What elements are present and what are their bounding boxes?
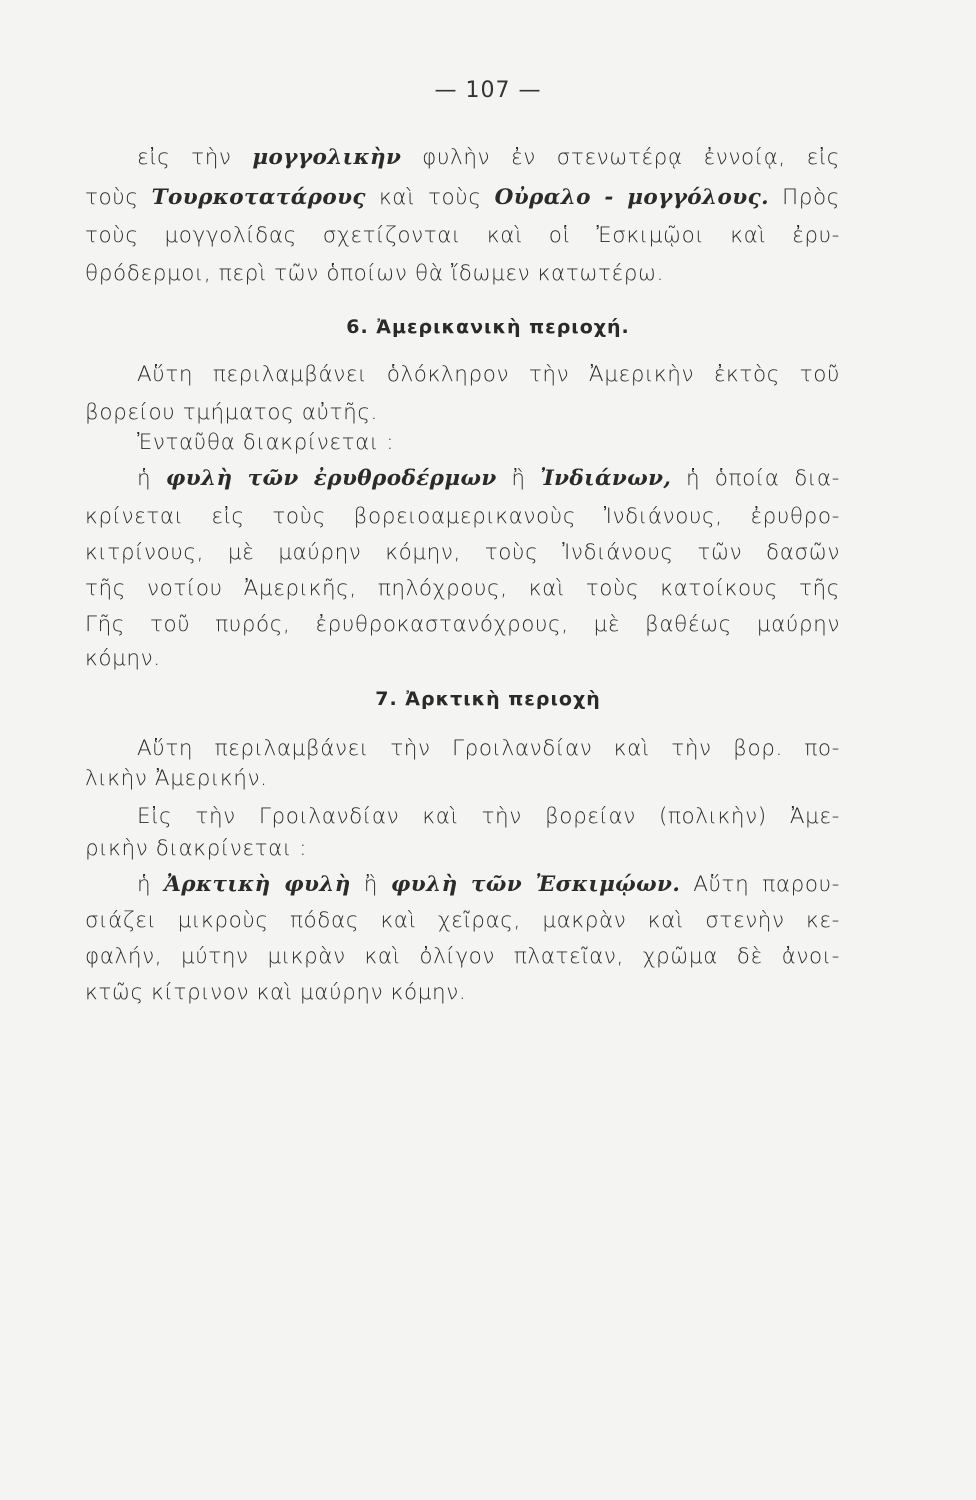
text-line: Ἐνταῦθα διακρίνεται : — [137, 430, 395, 455]
text-line — [137, 145, 840, 170]
text-line: βορείου τμήματος αὐτῆς. — [85, 400, 378, 425]
text-line: κιτρίνους, μὲ μαύρην κόμην, τοὺς Ἰνδιάνους τῶν δασῶν — [85, 540, 840, 565]
text-span: καὶ τοὺς — [365, 185, 495, 210]
text-span: Αὕτη παρου- — [680, 872, 840, 897]
emphasis-term: φυλὴ τῶν ἐρυθροδέρμων — [165, 466, 497, 491]
text-line: Αὕτη περιλαμβάνει ὁλόκληρον τὴν Ἀμερικὴν ἐκτὸς τοῦ — [137, 362, 840, 387]
text-span: εἰς τὴν — [137, 145, 253, 170]
text-line — [137, 872, 840, 897]
text-span: φυλὴν ἐν στενωτέρᾳ ἐννοίᾳ, εἰς — [401, 145, 840, 170]
emphasis-term: μογγολικὴν — [252, 145, 402, 170]
text-line: κόμην. — [85, 646, 161, 671]
text-line: φαλήν, μύτην μικρὰν καὶ ὀλίγον πλατεῖαν, χρῶμα δὲ ἀνοι- — [85, 944, 840, 969]
emphasis-term: Ἰνδιάνων, — [540, 466, 672, 491]
text-line: κτῶς κίτρινον καὶ μαύρην κόμην. — [85, 980, 467, 1005]
text-span: ἡ — [137, 872, 165, 897]
text-line: σιάζει μικροὺς πόδας καὶ χεῖρας, μακρὰν καὶ στενὴν κε- — [85, 908, 840, 933]
emphasis-term: Οὐραλο - μογγόλους. — [494, 185, 769, 210]
text-line: κρίνεται εἰς τοὺς βορειοαμερικανοὺς Ἰνδιάνους, ἐρυθρο- — [85, 504, 840, 529]
text-line: λικὴν Ἀμερικήν. — [85, 766, 268, 791]
text-span: ἢ — [350, 872, 391, 897]
emphasis-term: Ἀρκτικὴ φυλὴ — [164, 872, 351, 897]
text-line — [85, 185, 840, 210]
text-line: ρικὴν διακρίνεται : — [85, 836, 308, 861]
text-span: Πρὸς — [768, 185, 840, 210]
text-span: ἡ ὁποία δια- — [671, 466, 840, 491]
page-number: — 107 — — [434, 78, 542, 103]
text-span: τοὺς — [85, 185, 152, 210]
emphasis-term: φυλὴ τῶν Ἐσκιμῴων. — [390, 872, 681, 897]
text-line: θρόδερμοι, περὶ τῶν ὁποίων θὰ ἴδωμεν κατωτέρω. — [85, 261, 665, 286]
text-line: τοὺς μογγολίδας σχετίζονται καὶ οἱ Ἐσκιμῷοι καὶ ἐρυ- — [85, 223, 840, 248]
text-line — [137, 466, 840, 491]
text-line: Αὕτη περιλαμβάνει τὴν Γροιλανδίαν καὶ τὴν βορ. πο- — [137, 736, 840, 761]
text-span: ἡ — [137, 466, 166, 491]
section-heading: 6. Ἀμερικανικὴ περιοχή. — [346, 316, 630, 338]
text-line: Εἰς τὴν Γροιλανδίαν καὶ τὴν βορείαν (πολικὴν) Ἀμε- — [137, 804, 840, 829]
text-span: ἢ — [496, 466, 541, 491]
text-line: τῆς νοτίου Ἀμερικῆς, πηλόχρους, καὶ τοὺς κατοίκους τῆς — [85, 576, 840, 601]
text-line: Γῆς τοῦ πυρός, ἐρυθροκαστανόχρους, μὲ βαθέως μαύρην — [85, 612, 840, 637]
section-heading: 7. Ἀρκτικὴ περιοχὴ — [375, 688, 601, 710]
emphasis-term: Τουρκοτατάρους — [151, 185, 366, 210]
